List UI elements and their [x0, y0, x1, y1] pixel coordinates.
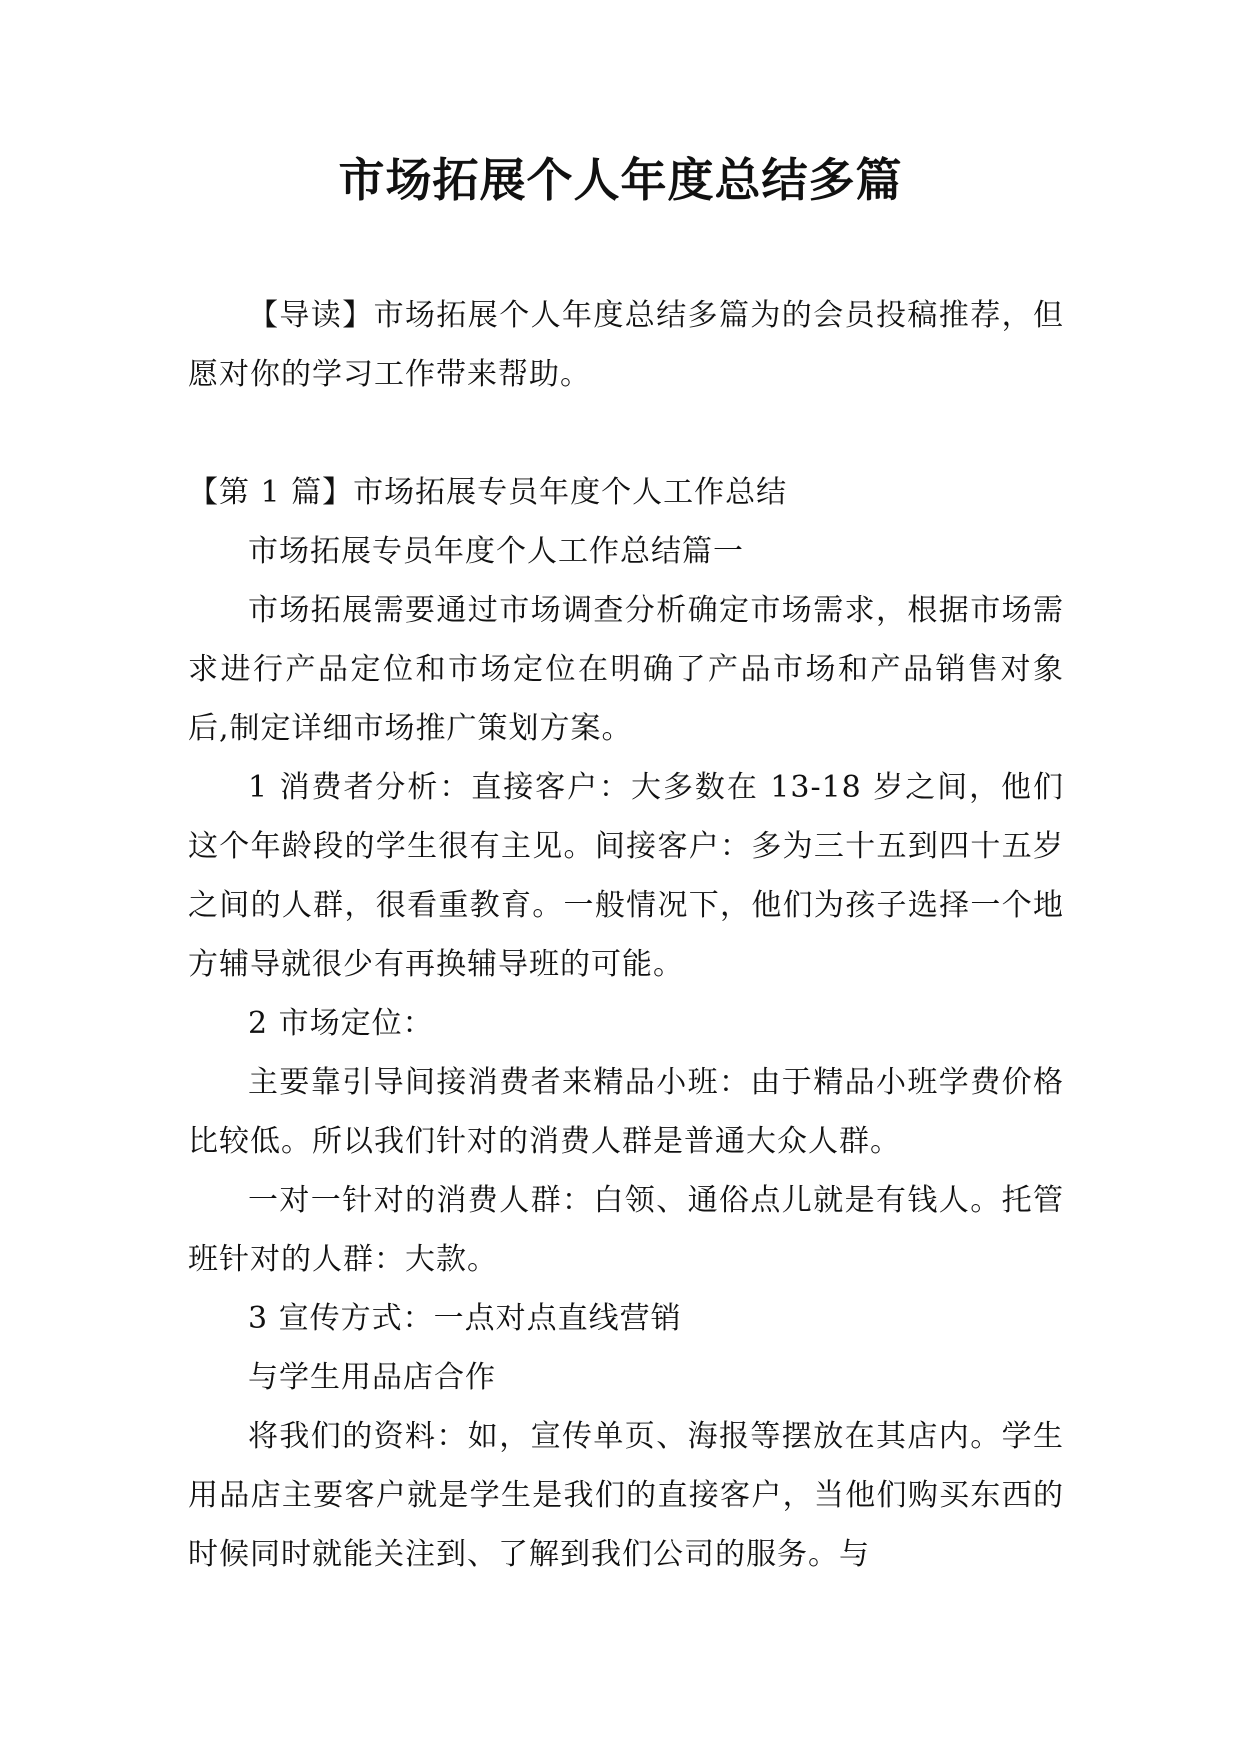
- document-title: 市场拓展个人年度总结多篇: [338, 153, 903, 207]
- body-paragraph: 与学生用品店合作: [248, 1360, 496, 1395]
- body-paragraph: 3 宣传方式：一点对点直线营销: [248, 1301, 682, 1336]
- intro-paragraph: 【导读】市场拓展个人年度总结多篇为的会员投稿推荐，但愿对你的学习工作带来帮助。: [188, 298, 1064, 392]
- section-heading: 【第 1 篇】市场拓展专员年度个人工作总结: [188, 475, 788, 510]
- body-paragraph: 市场拓展需要通过市场调查分析确定市场需求，根据市场需求进行产品定位和市场定位在明确了产品市场和产品销售对象后,制定详细市场推广策划方案。: [188, 593, 1064, 746]
- spacer: [188, 404, 1064, 463]
- body-paragraph: 一对一针对的消费人群：白领、通俗点儿就是有钱人。托管班针对的人群：大款。: [188, 1183, 1064, 1277]
- body-paragraph: 主要靠引导间接消费者来精品小班：由于精品小班学费价格比较低。所以我们针对的消费人群是普通大众人群。: [188, 1065, 1064, 1159]
- body-paragraph: 市场拓展专员年度个人工作总结篇一: [248, 534, 744, 569]
- body-paragraph: 1 消费者分析：直接客户：大多数在 13-18 岁之间，他们这个年龄段的学生很有主见。间接客户：多为三十五到四十五岁之间的人群，很看重教育。一般情况下，他们为孩子选择一个地方辅导就很少有再换辅导班的可能。: [188, 770, 1064, 982]
- body-paragraph: 将我们的资料：如，宣传单页、海报等摆放在其店内。学生用品店主要客户就是学生是我们的直接客户，当他们购买东西的时候同时就能关注到、了解到我们公司的服务。与: [188, 1419, 1064, 1572]
- body-paragraph: 2 市场定位：: [248, 1006, 434, 1041]
- document-body: [188, 286, 1064, 1584]
